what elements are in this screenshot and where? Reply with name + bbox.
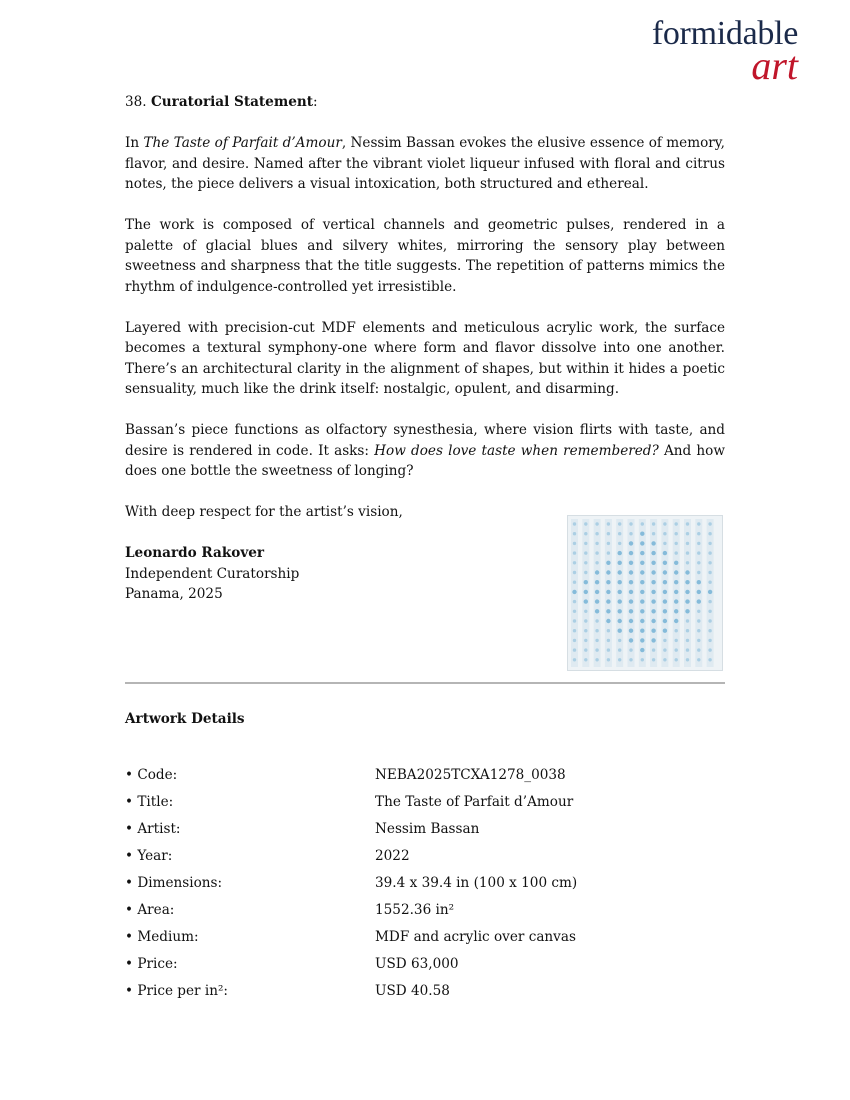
artwork-dot xyxy=(651,619,655,623)
artwork-dot xyxy=(618,570,622,574)
artwork-dot xyxy=(675,522,678,525)
section-title: Curatorial Statement xyxy=(150,94,314,110)
detail-value: USD 63,000 xyxy=(375,956,459,972)
artwork-dot xyxy=(573,629,576,632)
paragraph-4 xyxy=(125,420,725,482)
artwork-dot xyxy=(618,648,621,651)
artwork-dot xyxy=(607,639,610,642)
artwork-dot xyxy=(618,522,621,525)
artwork-dot xyxy=(606,619,610,623)
artwork-dot xyxy=(685,599,689,603)
logo-word: formidable xyxy=(651,15,798,52)
artwork-dot xyxy=(651,629,655,633)
artwork-dot xyxy=(629,580,633,584)
artwork-dot xyxy=(618,639,621,642)
artwork-dot xyxy=(595,590,599,594)
artwork-dot xyxy=(697,590,701,594)
artwork-dot xyxy=(584,580,588,584)
artwork-dot xyxy=(573,658,576,661)
artwork-dot xyxy=(572,590,576,594)
artwork-dot xyxy=(686,561,689,564)
artwork-dot xyxy=(584,639,587,642)
artwork-dot xyxy=(573,600,576,603)
artwork-dot xyxy=(697,580,701,584)
artwork-dot xyxy=(629,532,632,535)
artwork-dot xyxy=(675,551,678,554)
detail-row xyxy=(125,873,725,900)
artwork-dot xyxy=(651,609,655,613)
detail-value: MDF and acrylic over canvas xyxy=(375,929,576,945)
artwork-dot xyxy=(595,551,598,554)
artwork-dot xyxy=(651,561,655,565)
detail-label: • Dimensions: xyxy=(125,875,223,891)
artwork-dot xyxy=(708,629,711,632)
artwork-dot xyxy=(708,542,711,545)
artwork-dot xyxy=(606,599,610,603)
artwork-dot xyxy=(697,561,700,564)
artwork-dot xyxy=(584,658,587,661)
artwork-dot xyxy=(685,570,689,574)
artwork-dot xyxy=(652,522,655,525)
artwork-dot xyxy=(629,570,633,574)
artwork-dot xyxy=(651,599,655,603)
detail-value: NEBA2025TCXA1278_0038 xyxy=(375,767,566,783)
artwork-dot xyxy=(606,561,610,565)
artwork-dot xyxy=(675,542,678,545)
artwork-dot xyxy=(640,551,644,555)
artwork-dot xyxy=(618,532,621,535)
detail-label: • Year: xyxy=(125,848,173,864)
artwork-dot xyxy=(697,551,700,554)
artwork-dot xyxy=(674,561,678,565)
artwork-dot xyxy=(697,658,700,661)
artwork-dot xyxy=(595,561,598,564)
artwork-dot xyxy=(573,639,576,642)
artwork-dot xyxy=(595,619,598,622)
detail-label: • Title: xyxy=(125,794,174,810)
artwork-dot xyxy=(685,580,689,584)
artwork-dot xyxy=(640,570,644,574)
artwork-dot xyxy=(584,542,587,545)
artwork-dot xyxy=(573,619,576,622)
artwork-dot xyxy=(640,648,644,652)
section-number: 38. xyxy=(125,94,147,110)
detail-row xyxy=(125,981,725,1008)
artwork-dot xyxy=(674,619,678,623)
logo-accent: art xyxy=(751,43,798,88)
artwork-dot xyxy=(629,609,633,613)
artwork-dot xyxy=(629,658,632,661)
artwork-dot xyxy=(640,609,644,613)
artwork-dot xyxy=(708,600,711,603)
artwork-dot xyxy=(651,590,655,594)
artwork-dot xyxy=(686,542,689,545)
artwork-dot xyxy=(584,610,587,613)
artwork-dot xyxy=(606,590,610,594)
section-colon: : xyxy=(313,94,318,110)
artwork-dot xyxy=(663,639,666,642)
artwork-dot xyxy=(595,609,599,613)
artwork-dot xyxy=(697,639,700,642)
artwork-dot xyxy=(663,590,667,594)
artwork-dot xyxy=(595,658,598,661)
artwork-dot xyxy=(640,619,644,623)
artwork-dot xyxy=(685,590,689,594)
p1-text: , Nessim Bassan evokes the elusive essence of memory, flavor, and desire. Named after the vibrant violet liqueur infused with floral and citrus notes, the piece delivers a visual intoxication, both structured and ethereal. xyxy=(125,135,725,192)
artwork-dot xyxy=(595,542,598,545)
artwork-dot xyxy=(641,658,644,661)
artwork-dot xyxy=(573,571,576,574)
artwork-dot xyxy=(674,580,678,584)
detail-row xyxy=(125,765,725,792)
artwork-title-inline: The Taste of Parfait d’Amour xyxy=(143,135,342,151)
artwork-dot xyxy=(584,599,588,603)
artwork-dot xyxy=(663,551,667,555)
details-table xyxy=(125,765,725,1008)
artwork-dot xyxy=(708,551,711,554)
artwork-dot xyxy=(663,609,667,613)
artwork-dot xyxy=(640,532,644,536)
artwork-dot xyxy=(573,561,576,564)
artwork-dot xyxy=(595,639,598,642)
artwork-dot xyxy=(697,619,700,622)
artwork-dot xyxy=(708,561,711,564)
artwork-dot xyxy=(640,561,644,565)
detail-row xyxy=(125,819,725,846)
artwork-dot xyxy=(640,541,644,545)
artwork-dot xyxy=(663,542,666,545)
detail-label: • Price: xyxy=(125,956,178,972)
artwork-dot xyxy=(629,590,633,594)
detail-value: The Taste of Parfait d’Amour xyxy=(375,794,574,810)
artwork-dot xyxy=(595,599,599,603)
artwork-dot xyxy=(629,599,633,603)
artwork-dot xyxy=(651,551,655,555)
artwork-dot xyxy=(618,619,622,623)
artwork-dot xyxy=(697,610,700,613)
artwork-dot xyxy=(607,648,610,651)
artwork-dot xyxy=(708,639,711,642)
artwork-pattern xyxy=(568,516,722,670)
p1-intro: In xyxy=(125,135,144,151)
artwork-dot xyxy=(629,561,633,565)
artwork-dot xyxy=(618,658,621,661)
detail-row xyxy=(125,900,725,927)
artwork-dot xyxy=(663,570,667,574)
artwork-dot xyxy=(708,590,712,594)
artwork-dot xyxy=(686,648,689,651)
detail-row xyxy=(125,792,725,819)
detail-label: • Area: xyxy=(125,902,175,918)
artwork-dot xyxy=(629,638,633,642)
artwork-dot xyxy=(629,522,632,525)
artwork-dot xyxy=(685,609,689,613)
artwork-dot xyxy=(595,522,598,525)
detail-value: USD 40.58 xyxy=(375,983,450,999)
artwork-dot xyxy=(584,532,587,535)
artwork-dot xyxy=(573,551,576,554)
brand-logo xyxy=(651,15,798,88)
artwork-dot xyxy=(618,580,622,584)
artwork-dot xyxy=(675,629,678,632)
artwork-dot xyxy=(584,571,587,574)
artwork-dot xyxy=(606,609,610,613)
artwork-dot xyxy=(641,522,644,525)
signature-place: Panama, 2025 xyxy=(125,586,223,602)
artwork-dot xyxy=(697,629,700,632)
p4-before: Bassan’s piece functions as olfactory synesthesia, where vision flirts with taste, and desire is rendered in code. It asks: xyxy=(125,422,725,459)
detail-label: • Price per in²: xyxy=(125,983,229,999)
artwork-dot xyxy=(708,658,711,661)
artwork-dot xyxy=(686,619,689,622)
artwork-dot xyxy=(652,648,655,651)
artwork-dot xyxy=(607,522,610,525)
artwork-dot xyxy=(652,532,655,535)
artwork-dot xyxy=(708,610,711,613)
artwork-dot xyxy=(663,629,667,633)
artwork-dot xyxy=(595,629,598,632)
artwork-dot xyxy=(663,580,667,584)
artwork-dot xyxy=(663,599,667,603)
artwork-dot xyxy=(697,648,700,651)
artwork-dot xyxy=(595,648,598,651)
artwork-dot xyxy=(629,629,633,633)
artwork-dot xyxy=(607,542,610,545)
artwork-dot xyxy=(595,570,599,574)
artwork-dot xyxy=(651,638,655,642)
artwork-dot xyxy=(618,599,622,603)
detail-value: Nessim Bassan xyxy=(375,821,480,837)
details-title: Artwork Details xyxy=(125,711,245,727)
artwork-dot xyxy=(708,581,711,584)
artwork-dot xyxy=(640,638,644,642)
artwork-dot xyxy=(584,629,587,632)
artwork-dot xyxy=(573,581,576,584)
artwork-dot xyxy=(573,610,576,613)
artwork-dot xyxy=(663,532,666,535)
artwork-dot xyxy=(674,590,678,594)
artwork-dot xyxy=(674,570,678,574)
detail-row xyxy=(125,846,725,873)
closing-line: With deep respect for the artist’s vision, xyxy=(125,504,403,520)
artwork-dot xyxy=(686,639,689,642)
artwork-dot xyxy=(584,522,587,525)
artwork-dot xyxy=(708,648,711,651)
paragraph-3: Layered with precision-cut MDF elements and meticulous acrylic work, the surface becomes a textural symphony-one where form and flavor dissolve into one another. There’s an architectural clarity in the alignment of shapes, but within it hides a poetic sensuality, much like the drink itself: nostalgic, opulent, and disarming. xyxy=(125,319,725,397)
artwork-dot xyxy=(629,619,633,623)
artwork-dot xyxy=(606,570,610,574)
artwork-dot xyxy=(584,619,587,622)
artwork-dot xyxy=(640,590,644,594)
artwork-dot xyxy=(573,542,576,545)
artwork-dot xyxy=(618,551,622,555)
artwork-dot xyxy=(584,590,588,594)
artwork-dot xyxy=(686,522,689,525)
artwork-dot xyxy=(708,522,711,525)
artwork-dot xyxy=(618,609,622,613)
artwork-dot xyxy=(674,599,678,603)
section-heading xyxy=(125,92,725,113)
artwork-dot xyxy=(584,648,587,651)
artwork-dot xyxy=(584,561,587,564)
artwork-dot xyxy=(584,551,587,554)
artwork-dot xyxy=(640,580,644,584)
artwork-dot xyxy=(686,658,689,661)
artwork-dot xyxy=(675,658,678,661)
artwork-dot xyxy=(607,551,610,554)
artwork-dot xyxy=(708,619,711,622)
detail-value: 2022 xyxy=(375,848,410,864)
artwork-dot xyxy=(697,571,700,574)
artwork-dot xyxy=(708,571,711,574)
artwork-dot xyxy=(595,532,598,535)
artwork-dot xyxy=(607,629,610,632)
artwork-dot xyxy=(675,639,678,642)
signature-name: Leonardo Rakover xyxy=(125,545,265,561)
artwork-dot xyxy=(697,532,700,535)
artwork-dot xyxy=(663,619,667,623)
artwork-dot xyxy=(573,648,576,651)
artwork-dot xyxy=(629,551,633,555)
artwork-image xyxy=(567,515,723,671)
artwork-dot xyxy=(652,658,655,661)
paragraph-1 xyxy=(125,133,725,195)
detail-value: 39.4 x 39.4 in (100 x 100 cm) xyxy=(375,875,578,891)
detail-row xyxy=(125,954,725,981)
artwork-dot xyxy=(606,580,610,584)
artwork-dot xyxy=(697,542,700,545)
artwork-dot xyxy=(686,551,689,554)
artwork-dot xyxy=(674,609,678,613)
artwork-dot xyxy=(640,629,644,633)
artwork-dot xyxy=(697,522,700,525)
artwork-dot xyxy=(663,522,666,525)
paragraph-2: The work is composed of vertical channels and geometric pulses, rendered in a palette of glacial blues and silvery whites, mirroring the sensory play between sweetness and sharpness that the title suggests. The repetition of patterns mimics the rhythm of indulgence-controlled yet irresistible. xyxy=(125,217,725,295)
detail-label: • Medium: xyxy=(125,929,199,945)
artwork-dot xyxy=(573,522,576,525)
signature-role: Independent Curatorship xyxy=(125,565,300,582)
artwork-dot xyxy=(675,648,678,651)
artwork-dot xyxy=(697,599,701,603)
artwork-dot xyxy=(675,532,678,535)
artwork-dot xyxy=(595,580,599,584)
artwork-dot xyxy=(618,629,622,633)
artwork-dot xyxy=(651,541,655,545)
artwork-dot xyxy=(618,590,622,594)
detail-row xyxy=(125,927,725,954)
artwork-dot xyxy=(663,648,666,651)
artwork-dot xyxy=(618,542,621,545)
detail-label: • Artist: xyxy=(125,821,181,837)
artwork-dot xyxy=(618,561,622,565)
p4-question: How does love taste when remembered? xyxy=(374,442,659,459)
artwork-dot xyxy=(651,580,655,584)
section-divider xyxy=(125,682,725,684)
detail-label: • Code: xyxy=(125,767,178,783)
p4-after: And how does one bottle the sweetness of longing? xyxy=(125,442,725,479)
artwork-dot xyxy=(640,599,644,603)
artwork-dot xyxy=(686,629,689,632)
detail-value: 1552.36 in² xyxy=(375,902,455,918)
artwork-dot xyxy=(607,532,610,535)
artwork-dot xyxy=(686,532,689,535)
artwork-dot xyxy=(629,541,633,545)
artwork-dot xyxy=(573,532,576,535)
artwork-dot xyxy=(663,658,666,661)
artwork-dot xyxy=(607,658,610,661)
artwork-dot xyxy=(663,561,667,565)
artwork-dot xyxy=(708,532,711,535)
artwork-dot xyxy=(629,648,632,651)
artwork-dot xyxy=(651,570,655,574)
